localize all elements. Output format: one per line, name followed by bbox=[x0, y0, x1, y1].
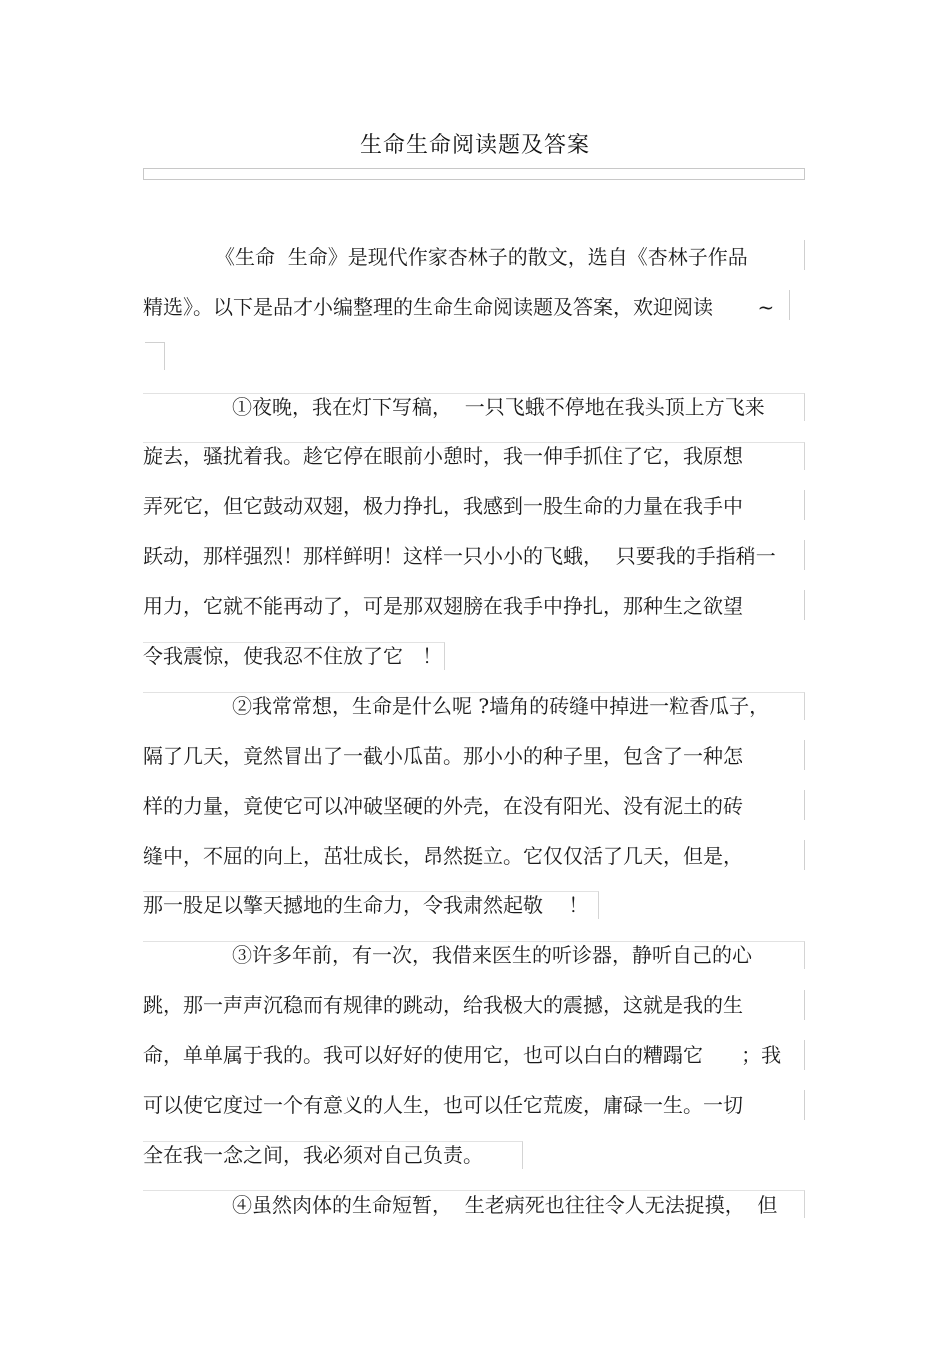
paragraph-line: 命，单单属于我的。我可以好好的使用它，也可以白白的糟蹋它 ；我 bbox=[143, 1043, 782, 1067]
scan-artifact-line bbox=[804, 990, 805, 1020]
paragraph-line: 跃动，那样强烈！那样鲜明！这样一只小小的飞蛾， 只要我的手指稍一 bbox=[143, 544, 776, 568]
scan-artifact-corner bbox=[145, 342, 165, 370]
scan-artifact-line bbox=[804, 1040, 805, 1070]
paragraph-line: ③许多年前，有一次，我借来医生的听诊器，静听自己的心 bbox=[232, 943, 752, 967]
paragraph-line: 令我震惊，使我忍不住放了它 ！ bbox=[143, 644, 443, 668]
paragraph-line: 隔了几天，竟然冒出了一截小瓜苗。那小小的种子里，包含了一种怎 bbox=[143, 744, 743, 768]
title-divider bbox=[143, 168, 805, 180]
scan-artifact-line bbox=[804, 790, 805, 820]
scan-artifact-line bbox=[804, 840, 805, 870]
scan-artifact-line bbox=[804, 490, 805, 520]
document-title: 生命生命阅读题及答案 bbox=[359, 133, 590, 158]
paragraph-line: ①夜晚，我在灯下写稿， 一只飞蛾不停地在我头顶上方飞来 bbox=[232, 395, 765, 419]
paragraph-line: 跳，那一声声沉稳而有规律的跳动，给我极大的震撼，这就是我的生 bbox=[143, 993, 743, 1017]
scan-artifact-line bbox=[804, 1090, 805, 1120]
paragraph-line: 弄死它，但它鼓动双翅，极力挣扎，我感到一股生命的力量在我手中 bbox=[143, 494, 743, 518]
paragraph-line: 旋去，骚扰着我。趁它停在眼前小憩时，我一伸手抓住了它，我原想 bbox=[143, 444, 743, 468]
scan-artifact-line bbox=[804, 590, 805, 620]
scan-artifact-line bbox=[804, 740, 805, 770]
paragraph-line: ②我常常想，生命是什么呢 ?墙角的砖缝中掉进一粒香瓜子， bbox=[232, 694, 770, 718]
paragraph-line: 缝中，不屈的向上，茁壮成长，昂然挺立。它仅仅活了几天，但是， bbox=[143, 844, 743, 868]
scan-artifact-line bbox=[804, 540, 805, 570]
paragraph-line: 用力，它就不能再动了，可是那双翅膀在我手中挣扎，那种生之欲望 bbox=[143, 594, 743, 618]
paragraph-line: ④虽然肉体的生命短暂， 生老病死也往往令人无法捉摸， 但 bbox=[232, 1193, 778, 1217]
scan-artifact-line bbox=[789, 290, 790, 320]
paragraph-line: 全在我一念之间，我必须对自己负责。 bbox=[143, 1143, 483, 1167]
paragraph-line: 样的力量，竟使它可以冲破坚硬的外壳，在没有阳光、没有泥土的砖 bbox=[143, 794, 743, 818]
intro-line: 精选》。以下是品才小编整理的生命生命阅读题及答案，欢迎阅读 ~ bbox=[143, 295, 775, 319]
intro-line: 《生命 生命》是现代作家杏林子的散文，选自《杏林子作品 bbox=[215, 245, 748, 269]
paragraph-line: 那一股足以擎天撼地的生命力，令我肃然起敬 ！ bbox=[143, 893, 589, 917]
paragraph-line: 可以使它度过一个有意义的人生，也可以任它荒废，庸碌一生。一切 bbox=[143, 1093, 743, 1117]
scan-artifact-line bbox=[804, 240, 805, 270]
